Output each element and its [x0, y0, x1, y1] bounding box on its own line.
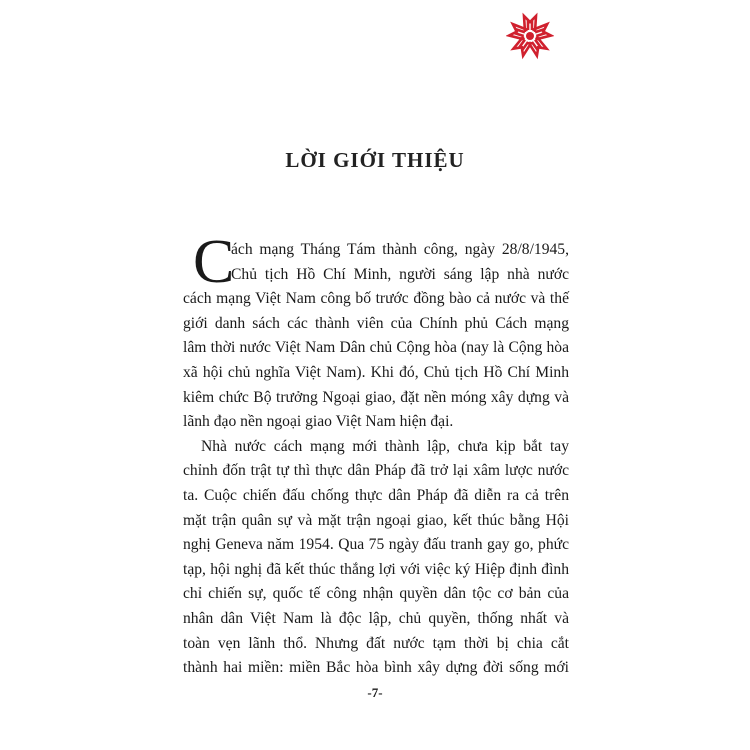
- publisher-logo-icon: [506, 12, 554, 60]
- drop-cap: C: [193, 228, 235, 296]
- paragraph-1: [183, 238, 569, 435]
- text-line: nhân dân Việt Nam là độc lập, chủ quyền, thống nhất và: [183, 609, 569, 627]
- text-line: mặt trận quân sự và mặt trận ngoại giao, kết thúc bằng Hội: [183, 511, 569, 529]
- text-line: thành hai miền: miền Bắc hòa bình xây dựng đời sống mới: [183, 659, 569, 677]
- text-line: chỉ chiến sự, quốc tế công nhận quyền dân tộc cơ bản của: [183, 585, 569, 603]
- text-line: Nhà nước cách mạng mới thành lập, chưa kịp bắt tay: [201, 437, 569, 455]
- text-line: lâm thời nước Việt Nam Dân chủ Cộng hòa (nay là Cộng hòa: [183, 339, 569, 357]
- text-line: ách mạng Tháng Tám thành công, ngày 28/8/1945,: [231, 241, 569, 258]
- text-line: nghị Geneva năm 1954. Qua 75 ngày đấu tranh gay go, phức: [183, 536, 569, 554]
- text-line: toàn vẹn lãnh thổ. Nhưng đất nước tạm thời bị chia cắt: [183, 634, 569, 652]
- paragraph-2: [183, 435, 569, 681]
- text-line: tạp, hội nghị đã kết thúc thắng lợi với việc ký Hiệp định đình: [183, 560, 569, 578]
- text-line: giới danh sách các thành viên của Chính phủ Cách mạng: [183, 314, 569, 332]
- text-line: ta. Cuộc chiến đấu chống thực dân Pháp đã diễn ra cả trên: [183, 486, 569, 504]
- page-title: LỜI GIỚI THIỆU: [285, 148, 465, 172]
- text-line: xã hội chủ nghĩa Việt Nam). Khi đó, Chủ tịch Hồ Chí Minh: [183, 363, 569, 381]
- page-number: -7-: [367, 685, 383, 700]
- text-line: kiêm chức Bộ trưởng Ngoại giao, đặt nền móng xây dựng và: [183, 388, 569, 406]
- text-line: Chủ tịch Hồ Chí Minh, người sáng lập nhà nước: [231, 265, 569, 283]
- body-text: [183, 228, 569, 681]
- text-line: lãnh đạo nền ngoại giao Việt Nam hiện đại.: [183, 413, 454, 431]
- text-line: chỉnh đốn trật tự thì thực dân Pháp đã trở lại xâm lược nước: [183, 462, 569, 480]
- text-line: cách mạng Việt Nam công bố trước đồng bào cả nước và thế: [183, 290, 569, 308]
